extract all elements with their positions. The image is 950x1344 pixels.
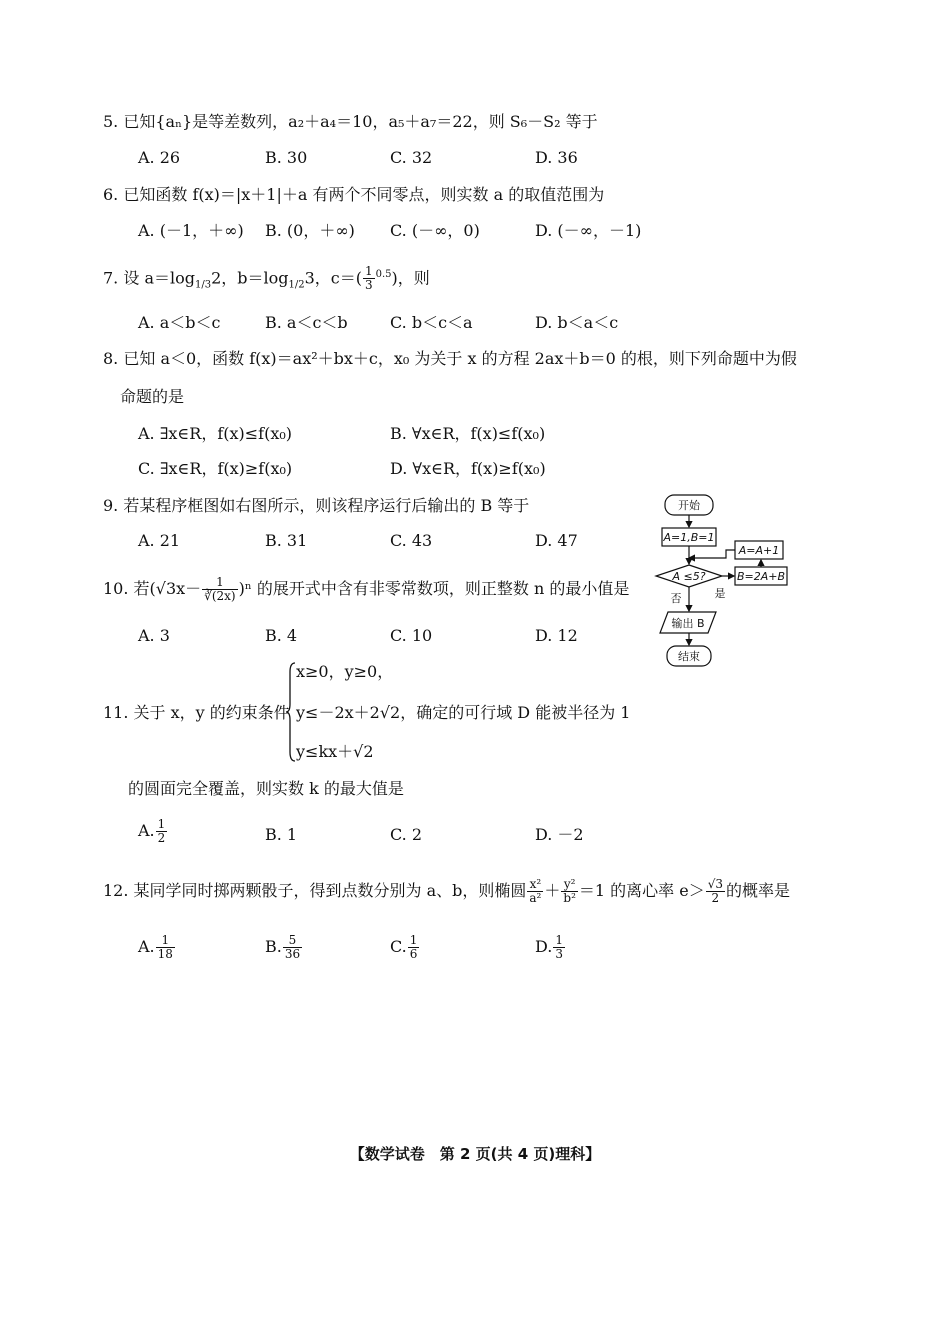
q6-option-a: A. (－1，＋∞) — [138, 221, 244, 240]
q7-option-a: A. a＜b＜c — [138, 313, 221, 332]
q5-option-a: A. 26 — [138, 148, 181, 167]
q8-option-a: A. ∃x∈R，f(x)≤f(x₀) — [138, 424, 293, 443]
q7-exponent: 0.5 — [375, 269, 392, 280]
q10-option-c: C. 10 — [390, 626, 433, 645]
q7-stem — [103, 265, 430, 296]
q8-stem-line2: 命题的是 — [120, 387, 185, 406]
q7-option-d: D. b＜a＜c — [535, 313, 619, 332]
q9-option-a: A. 21 — [138, 531, 181, 550]
q11-constraint-1: x≥0，y≥0， — [296, 662, 394, 681]
q12-stem — [103, 878, 790, 905]
q6-stem: 6. 已知函数 f(x)＝|x＋1|＋a 有两个不同零点，则实数 a 的取值范围为 — [103, 185, 605, 204]
q12-fraction-x: $\frac{\text{x²}}{\text{a²}}$ — [529, 877, 542, 905]
flow-start-label: 开始 — [678, 499, 700, 512]
q11-option-d: D. －2 — [535, 825, 584, 844]
q7-option-b: B. a＜c＜b — [265, 313, 348, 332]
q5-option-c: C. 32 — [390, 148, 433, 167]
page-footer: 【数学试卷 第 2 页(共 4 页)理科】 — [349, 1145, 601, 1163]
flow-no-label: 否 — [670, 592, 682, 605]
q11-prefix: 11. 关于 x，y 的约束条件 — [103, 703, 290, 722]
flow-init-label: A=1,B=1 — [663, 531, 715, 544]
flow-end-label: 结束 — [678, 650, 700, 663]
q10-fraction: $\frac{1}{∛(2x)}$ — [204, 575, 236, 603]
q8-stem-line1: 8. 已知 a＜0，函数 f(x)＝ax²＋bx＋c，x₀ 为关于 x 的方程 2ax＋b＝0 的根，则下列命题中为假 — [103, 349, 797, 368]
q10-option-b: B. 4 — [265, 626, 298, 645]
q12-text-a: 12. 某同学同时掷两颗骰子，得到点数分别为 a、b，则椭圆 — [103, 881, 527, 900]
q10-text-b: )ⁿ 的展开式中含有非零常数项，则正整数 n 的最小值是 — [238, 579, 630, 598]
q9-option-d: D. 47 — [535, 531, 578, 550]
q12-text-b: ＝1 的离心率 e＞ — [578, 881, 705, 900]
q10-text-a: 10. 若(√3x－ — [103, 579, 202, 598]
q11-option-c: C. 2 — [390, 825, 423, 844]
flow-output-label: 输出 B — [671, 617, 705, 630]
q8-option-b: B. ∀x∈R，f(x)≤f(x₀) — [390, 424, 546, 443]
q9-option-b: B. 31 — [265, 531, 308, 550]
q12-option-d: D. $\frac{1}{3}$ — [535, 933, 563, 961]
q8-option-c: C. ∃x∈R，f(x)≥f(x₀) — [138, 459, 293, 478]
q11-option-b: B. 1 — [265, 825, 298, 844]
q12-option-c: C. $\frac{1}{6}$ — [390, 933, 418, 961]
program-flowchart — [650, 490, 800, 680]
flow-yes-label: 是 — [714, 587, 726, 600]
q11-stem-line2: 的圆面完全覆盖，则实数 k 的最大值是 — [128, 779, 404, 798]
flow-condition-label: A ≤5? — [672, 570, 706, 583]
q5-option-b: B. 30 — [265, 148, 308, 167]
q12-plus: ＋ — [544, 881, 561, 900]
q9-option-c: C. 43 — [390, 531, 433, 550]
q10-option-d: D. 12 — [535, 626, 578, 645]
q5-stem: 5. 已知{aₙ}是等差数列，a₂＋a₄＝10，a₅＋a₇＝22，则 S₆－S₂ 等于 — [103, 112, 598, 131]
q7-text-c: 3，c＝( — [304, 268, 362, 288]
q12-fraction-e: $\frac{√3}{2}$ — [707, 877, 723, 905]
q7-text-d: )，则 — [391, 268, 430, 288]
q12-text-c: 的概率是 — [726, 881, 791, 900]
q12-option-b: B. $\frac{5}{36}$ — [265, 933, 301, 961]
q12-fraction-y: $\frac{\text{y²}}{\text{b²}}$ — [563, 877, 576, 905]
q10-option-a: A. 3 — [138, 626, 170, 645]
q6-option-d: D. (－∞，－1) — [535, 221, 642, 240]
q10-stem — [103, 576, 629, 603]
q11-constraint-2: y≤－2x＋2√2，确定的可行域 D 能被半径为 1 — [296, 703, 631, 722]
q7-log-base-a: 1/3 — [194, 279, 212, 291]
flow-update-a-label: A=A+1 — [738, 544, 780, 557]
q7-option-c: C. b＜c＜a — [390, 313, 473, 332]
q6-option-c: C. (－∞，0) — [390, 221, 480, 240]
q9-stem: 9. 若某程序框图如右图所示，则该程序运行后输出的 B 等于 — [103, 496, 530, 515]
q8-option-d: D. ∀x∈R，f(x)≥f(x₀) — [390, 459, 546, 478]
q5-option-d: D. 36 — [535, 148, 578, 167]
q7-text-a: 7. 设 a＝log — [103, 268, 195, 288]
q6-option-b: B. (0，＋∞) — [265, 221, 355, 240]
q7-log-base-b: 1/2 — [288, 279, 305, 291]
q11-option-a: A. $\frac{1}{2}$ — [138, 817, 166, 845]
q11-constraint-3: y≤kx＋√2 — [296, 742, 374, 761]
flow-update-b-label: B=2A+B — [736, 570, 786, 583]
q12-option-a: A. $\frac{1}{18}$ — [138, 933, 173, 961]
q11-brace — [286, 662, 296, 762]
q7-text-b: 2，b＝log — [211, 268, 289, 288]
q7-fraction: $\frac{1}{3}$ — [364, 264, 373, 293]
